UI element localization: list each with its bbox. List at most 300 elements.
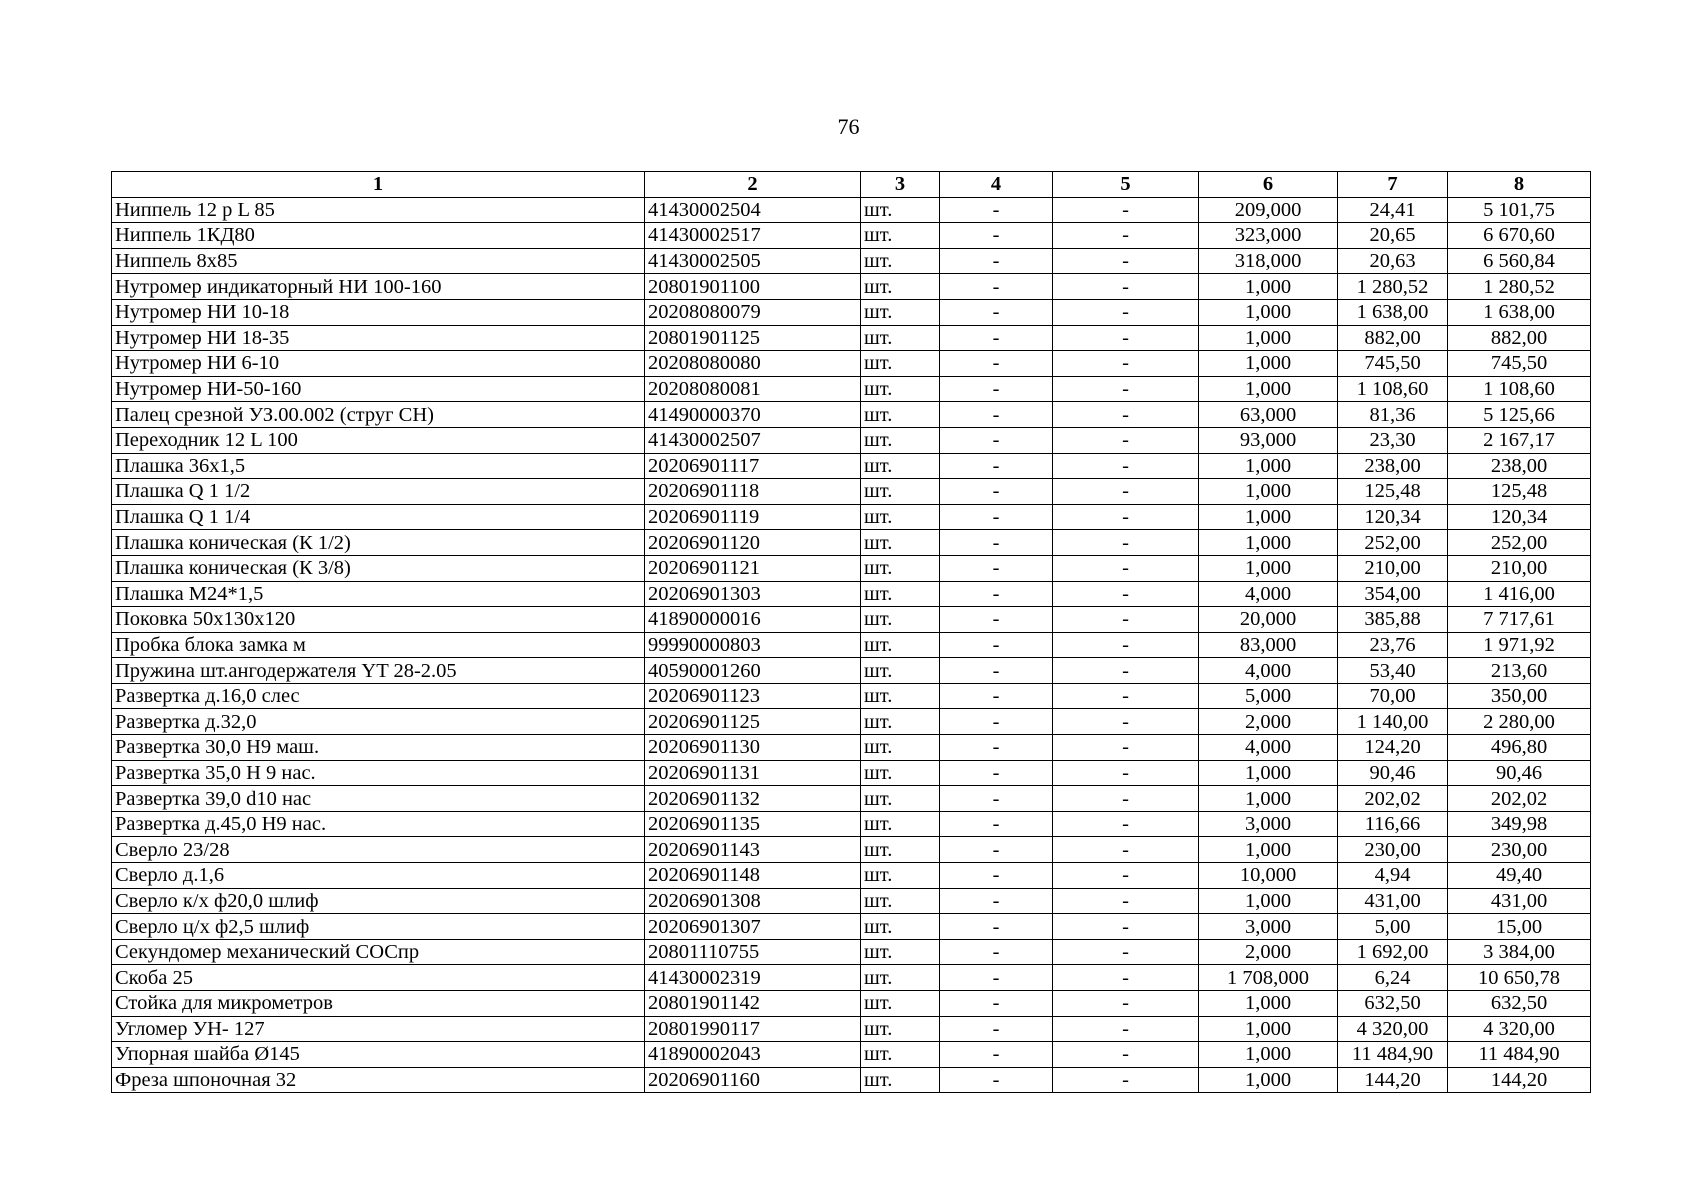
col4-cell: - <box>940 811 1053 837</box>
column-header-4: 4 <box>940 172 1053 198</box>
col4-cell: - <box>940 248 1053 274</box>
quantity-cell: 1,000 <box>1199 1042 1338 1068</box>
col4-cell: - <box>940 683 1053 709</box>
col4-cell: - <box>940 555 1053 581</box>
unit-cell: шт. <box>861 888 940 914</box>
item-name-cell: Фреза шпоночная 32 <box>112 1067 645 1093</box>
amount-cell: 202,02 <box>1448 786 1591 812</box>
table-row <box>112 248 1591 274</box>
col5-cell: - <box>1053 1067 1199 1093</box>
unit-cell: шт. <box>861 632 940 658</box>
col5-cell: - <box>1053 1042 1199 1068</box>
price-cell: 120,34 <box>1338 504 1448 530</box>
col4-cell: - <box>940 427 1053 453</box>
unit-cell: шт. <box>861 530 940 556</box>
price-cell: 1 638,00 <box>1338 299 1448 325</box>
col4-cell: - <box>940 632 1053 658</box>
item-name-cell: Сверло 23/28 <box>112 837 645 863</box>
table-row <box>112 914 1591 940</box>
quantity-cell: 2,000 <box>1199 939 1338 965</box>
column-header-1: 1 <box>112 172 645 198</box>
amount-cell: 1 280,52 <box>1448 274 1591 300</box>
table-row <box>112 427 1591 453</box>
unit-cell: шт. <box>861 504 940 530</box>
amount-cell: 238,00 <box>1448 453 1591 479</box>
unit-cell: шт. <box>861 351 940 377</box>
unit-cell: шт. <box>861 735 940 761</box>
item-code-cell: 41430002504 <box>645 197 861 223</box>
table-row <box>112 863 1591 889</box>
item-code-cell: 20206901303 <box>645 581 861 607</box>
item-name-cell: Плашка коническая (К 1/2) <box>112 530 645 556</box>
table-row <box>112 299 1591 325</box>
item-name-cell: Пробка блока замка м <box>112 632 645 658</box>
quantity-cell: 318,000 <box>1199 248 1338 274</box>
col5-cell: - <box>1053 607 1199 633</box>
item-name-cell: Плашка Q 1 1/2 <box>112 479 645 505</box>
col5-cell: - <box>1053 811 1199 837</box>
item-code-cell: 20206901143 <box>645 837 861 863</box>
table-row <box>112 1016 1591 1042</box>
item-code-cell: 20206901120 <box>645 530 861 556</box>
quantity-cell: 1,000 <box>1199 1016 1338 1042</box>
table-row <box>112 1042 1591 1068</box>
column-header-6: 6 <box>1199 172 1338 198</box>
col5-cell: - <box>1053 274 1199 300</box>
item-name-cell: Развертка 30,0 Н9 маш. <box>112 735 645 761</box>
price-cell: 202,02 <box>1338 786 1448 812</box>
col4-cell: - <box>940 274 1053 300</box>
table-row <box>112 223 1591 249</box>
col4-cell: - <box>940 402 1053 428</box>
unit-cell: шт. <box>861 376 940 402</box>
item-code-cell: 20206901160 <box>645 1067 861 1093</box>
price-cell: 90,46 <box>1338 760 1448 786</box>
amount-cell: 210,00 <box>1448 555 1591 581</box>
item-code-cell: 20206901132 <box>645 786 861 812</box>
unit-cell: шт. <box>861 837 940 863</box>
item-name-cell: Нутромер индикаторный НИ 100-160 <box>112 274 645 300</box>
quantity-cell: 1,000 <box>1199 991 1338 1017</box>
item-name-cell: Плашка коническая (К 3/8) <box>112 555 645 581</box>
price-cell: 23,76 <box>1338 632 1448 658</box>
col5-cell: - <box>1053 402 1199 428</box>
price-cell: 24,41 <box>1338 197 1448 223</box>
quantity-cell: 4,000 <box>1199 581 1338 607</box>
item-code-cell: 20206901119 <box>645 504 861 530</box>
item-code-cell: 20206901123 <box>645 683 861 709</box>
col4-cell: - <box>940 888 1053 914</box>
amount-cell: 213,60 <box>1448 658 1591 684</box>
col5-cell: - <box>1053 453 1199 479</box>
unit-cell: шт. <box>861 274 940 300</box>
table-row <box>112 888 1591 914</box>
unit-cell: шт. <box>861 1067 940 1093</box>
quantity-cell: 3,000 <box>1199 811 1338 837</box>
item-name-cell: Развертка д.16,0 слес <box>112 683 645 709</box>
item-code-cell: 20206901131 <box>645 760 861 786</box>
col5-cell: - <box>1053 863 1199 889</box>
amount-cell: 7 717,61 <box>1448 607 1591 633</box>
item-code-cell: 20206901121 <box>645 555 861 581</box>
amount-cell: 4 320,00 <box>1448 1016 1591 1042</box>
table-row <box>112 453 1591 479</box>
table-row <box>112 709 1591 735</box>
unit-cell: шт. <box>861 965 940 991</box>
item-code-cell: 20801901100 <box>645 274 861 300</box>
unit-cell: шт. <box>861 658 940 684</box>
unit-cell: шт. <box>861 991 940 1017</box>
col4-cell: - <box>940 1067 1053 1093</box>
item-code-cell: 20801990117 <box>645 1016 861 1042</box>
amount-cell: 6 670,60 <box>1448 223 1591 249</box>
quantity-cell: 1,000 <box>1199 479 1338 505</box>
item-name-cell: Упорная шайба Ø145 <box>112 1042 645 1068</box>
item-code-cell: 20206901307 <box>645 914 861 940</box>
col4-cell: - <box>940 479 1053 505</box>
col4-cell: - <box>940 197 1053 223</box>
quantity-cell: 63,000 <box>1199 402 1338 428</box>
price-cell: 125,48 <box>1338 479 1448 505</box>
price-cell: 53,40 <box>1338 658 1448 684</box>
inventory-table <box>111 171 1591 1093</box>
item-name-cell: Палец срезной УЗ.00.002 (струг СН) <box>112 402 645 428</box>
unit-cell: шт. <box>861 427 940 453</box>
price-cell: 6,24 <box>1338 965 1448 991</box>
table-row <box>112 965 1591 991</box>
table-row <box>112 683 1591 709</box>
col5-cell: - <box>1053 991 1199 1017</box>
quantity-cell: 1,000 <box>1199 376 1338 402</box>
item-name-cell: Развертка 35,0 Н 9 нас. <box>112 760 645 786</box>
amount-cell: 125,48 <box>1448 479 1591 505</box>
col5-cell: - <box>1053 581 1199 607</box>
unit-cell: шт. <box>861 760 940 786</box>
table-body <box>112 197 1591 1093</box>
table-row <box>112 735 1591 761</box>
table-row <box>112 939 1591 965</box>
amount-cell: 49,40 <box>1448 863 1591 889</box>
col4-cell: - <box>940 299 1053 325</box>
item-name-cell: Нутромер НИ 18-35 <box>112 325 645 351</box>
unit-cell: шт. <box>861 453 940 479</box>
item-code-cell: 20801901142 <box>645 991 861 1017</box>
col5-cell: - <box>1053 504 1199 530</box>
col5-cell: - <box>1053 786 1199 812</box>
price-cell: 23,30 <box>1338 427 1448 453</box>
price-cell: 144,20 <box>1338 1067 1448 1093</box>
price-cell: 5,00 <box>1338 914 1448 940</box>
col4-cell: - <box>940 709 1053 735</box>
table-row <box>112 837 1591 863</box>
quantity-cell: 83,000 <box>1199 632 1338 658</box>
col4-cell: - <box>940 607 1053 633</box>
quantity-cell: 1,000 <box>1199 325 1338 351</box>
item-name-cell: Переходник 12 L 100 <box>112 427 645 453</box>
amount-cell: 6 560,84 <box>1448 248 1591 274</box>
item-name-cell: Плашка М24*1,5 <box>112 581 645 607</box>
item-code-cell: 41430002517 <box>645 223 861 249</box>
quantity-cell: 2,000 <box>1199 709 1338 735</box>
table-header <box>112 172 1591 198</box>
col5-cell: - <box>1053 325 1199 351</box>
col4-cell: - <box>940 863 1053 889</box>
amount-cell: 3 384,00 <box>1448 939 1591 965</box>
amount-cell: 90,46 <box>1448 760 1591 786</box>
col4-cell: - <box>940 1016 1053 1042</box>
item-code-cell: 20206901117 <box>645 453 861 479</box>
price-cell: 124,20 <box>1338 735 1448 761</box>
col5-cell: - <box>1053 555 1199 581</box>
col5-cell: - <box>1053 760 1199 786</box>
quantity-cell: 4,000 <box>1199 658 1338 684</box>
item-code-cell: 20206901148 <box>645 863 861 889</box>
col5-cell: - <box>1053 683 1199 709</box>
item-code-cell: 41430002319 <box>645 965 861 991</box>
table-row <box>112 1067 1591 1093</box>
item-name-cell: Развертка д.45,0 Н9 нас. <box>112 811 645 837</box>
unit-cell: шт. <box>861 555 940 581</box>
item-name-cell: Поковка 50х130х120 <box>112 607 645 633</box>
page-number: 76 <box>837 114 860 139</box>
col4-cell: - <box>940 1042 1053 1068</box>
quantity-cell: 1,000 <box>1199 530 1338 556</box>
table-row <box>112 351 1591 377</box>
item-code-cell: 41430002507 <box>645 427 861 453</box>
quantity-cell: 20,000 <box>1199 607 1338 633</box>
price-cell: 20,65 <box>1338 223 1448 249</box>
item-code-cell: 20206901135 <box>645 811 861 837</box>
unit-cell: шт. <box>861 248 940 274</box>
table-row <box>112 504 1591 530</box>
table-row <box>112 607 1591 633</box>
table-row <box>112 197 1591 223</box>
amount-cell: 1 971,92 <box>1448 632 1591 658</box>
item-code-cell: 20206901308 <box>645 888 861 914</box>
amount-cell: 496,80 <box>1448 735 1591 761</box>
price-cell: 385,88 <box>1338 607 1448 633</box>
quantity-cell: 1,000 <box>1199 555 1338 581</box>
table-row <box>112 991 1591 1017</box>
quantity-cell: 1,000 <box>1199 888 1338 914</box>
amount-cell: 10 650,78 <box>1448 965 1591 991</box>
price-cell: 230,00 <box>1338 837 1448 863</box>
amount-cell: 144,20 <box>1448 1067 1591 1093</box>
price-cell: 238,00 <box>1338 453 1448 479</box>
unit-cell: шт. <box>861 811 940 837</box>
quantity-cell: 3,000 <box>1199 914 1338 940</box>
amount-cell: 15,00 <box>1448 914 1591 940</box>
column-header-5: 5 <box>1053 172 1199 198</box>
item-name-cell: Нутромер НИ 6-10 <box>112 351 645 377</box>
item-name-cell: Развертка д.32,0 <box>112 709 645 735</box>
col5-cell: - <box>1053 351 1199 377</box>
item-name-cell: Ниппель 8х85 <box>112 248 645 274</box>
price-cell: 210,00 <box>1338 555 1448 581</box>
amount-cell: 5 125,66 <box>1448 402 1591 428</box>
unit-cell: шт. <box>861 223 940 249</box>
col4-cell: - <box>940 504 1053 530</box>
item-name-cell: Ниппель 12 р L 85 <box>112 197 645 223</box>
price-cell: 632,50 <box>1338 991 1448 1017</box>
col5-cell: - <box>1053 914 1199 940</box>
amount-cell: 632,50 <box>1448 991 1591 1017</box>
price-cell: 1 280,52 <box>1338 274 1448 300</box>
unit-cell: шт. <box>861 939 940 965</box>
item-code-cell: 20208080081 <box>645 376 861 402</box>
quantity-cell: 323,000 <box>1199 223 1338 249</box>
col4-cell: - <box>940 760 1053 786</box>
table-row <box>112 760 1591 786</box>
item-name-cell: Пружина шт.ангодержателя YT 28-2.05 <box>112 658 645 684</box>
amount-cell: 5 101,75 <box>1448 197 1591 223</box>
price-cell: 252,00 <box>1338 530 1448 556</box>
quantity-cell: 1,000 <box>1199 1067 1338 1093</box>
item-name-cell: Нутромер НИ-50-160 <box>112 376 645 402</box>
amount-cell: 745,50 <box>1448 351 1591 377</box>
amount-cell: 1 416,00 <box>1448 581 1591 607</box>
quantity-cell: 1,000 <box>1199 760 1338 786</box>
amount-cell: 120,34 <box>1448 504 1591 530</box>
amount-cell: 349,98 <box>1448 811 1591 837</box>
column-header-8: 8 <box>1448 172 1591 198</box>
col5-cell: - <box>1053 888 1199 914</box>
item-code-cell: 20208080080 <box>645 351 861 377</box>
table-row <box>112 376 1591 402</box>
unit-cell: шт. <box>861 197 940 223</box>
quantity-cell: 1,000 <box>1199 453 1338 479</box>
quantity-cell: 4,000 <box>1199 735 1338 761</box>
price-cell: 745,50 <box>1338 351 1448 377</box>
price-cell: 11 484,90 <box>1338 1042 1448 1068</box>
col5-cell: - <box>1053 299 1199 325</box>
amount-cell: 11 484,90 <box>1448 1042 1591 1068</box>
col4-cell: - <box>940 914 1053 940</box>
item-name-cell: Сверло д.1,6 <box>112 863 645 889</box>
table-row <box>112 530 1591 556</box>
col5-cell: - <box>1053 1016 1199 1042</box>
unit-cell: шт. <box>861 863 940 889</box>
item-code-cell: 20206901118 <box>645 479 861 505</box>
col5-cell: - <box>1053 248 1199 274</box>
col5-cell: - <box>1053 427 1199 453</box>
quantity-cell: 1,000 <box>1199 837 1338 863</box>
price-cell: 4 320,00 <box>1338 1016 1448 1042</box>
unit-cell: шт. <box>861 607 940 633</box>
item-name-cell: Секундомер механический СОСпр <box>112 939 645 965</box>
col4-cell: - <box>940 786 1053 812</box>
item-name-cell: Сверло ц/х ф2,5 шлиф <box>112 914 645 940</box>
col5-cell: - <box>1053 223 1199 249</box>
amount-cell: 431,00 <box>1448 888 1591 914</box>
table-row <box>112 786 1591 812</box>
unit-cell: шт. <box>861 914 940 940</box>
col4-cell: - <box>940 581 1053 607</box>
amount-cell: 252,00 <box>1448 530 1591 556</box>
col5-cell: - <box>1053 197 1199 223</box>
unit-cell: шт. <box>861 325 940 351</box>
price-cell: 20,63 <box>1338 248 1448 274</box>
price-cell: 4,94 <box>1338 863 1448 889</box>
quantity-cell: 5,000 <box>1199 683 1338 709</box>
quantity-cell: 209,000 <box>1199 197 1338 223</box>
amount-cell: 1 638,00 <box>1448 299 1591 325</box>
col4-cell: - <box>940 376 1053 402</box>
quantity-cell: 10,000 <box>1199 863 1338 889</box>
col5-cell: - <box>1053 376 1199 402</box>
col5-cell: - <box>1053 965 1199 991</box>
amount-cell: 882,00 <box>1448 325 1591 351</box>
price-cell: 1 108,60 <box>1338 376 1448 402</box>
unit-cell: шт. <box>861 1042 940 1068</box>
item-name-cell: Стойка для микрометров <box>112 991 645 1017</box>
item-code-cell: 41890000016 <box>645 607 861 633</box>
item-code-cell: 40590001260 <box>645 658 861 684</box>
item-name-cell: Ниппель 1КД80 <box>112 223 645 249</box>
unit-cell: шт. <box>861 709 940 735</box>
unit-cell: шт. <box>861 581 940 607</box>
col4-cell: - <box>940 325 1053 351</box>
item-code-cell: 20206901125 <box>645 709 861 735</box>
table-row <box>112 632 1591 658</box>
quantity-cell: 1,000 <box>1199 786 1338 812</box>
quantity-cell: 93,000 <box>1199 427 1338 453</box>
item-name-cell: Плашка Q 1 1/4 <box>112 504 645 530</box>
col4-cell: - <box>940 965 1053 991</box>
col5-cell: - <box>1053 658 1199 684</box>
item-name-cell: Нутромер НИ 10-18 <box>112 299 645 325</box>
table-row <box>112 581 1591 607</box>
amount-cell: 350,00 <box>1448 683 1591 709</box>
column-header-2: 2 <box>645 172 861 198</box>
unit-cell: шт. <box>861 479 940 505</box>
col4-cell: - <box>940 530 1053 556</box>
column-header-7: 7 <box>1338 172 1448 198</box>
table-row <box>112 555 1591 581</box>
quantity-cell: 1,000 <box>1199 351 1338 377</box>
unit-cell: шт. <box>861 786 940 812</box>
unit-cell: шт. <box>861 683 940 709</box>
quantity-cell: 1,000 <box>1199 299 1338 325</box>
header-row <box>112 172 1591 198</box>
item-name-cell: Угломер УН- 127 <box>112 1016 645 1042</box>
item-code-cell: 41430002505 <box>645 248 861 274</box>
price-cell: 81,36 <box>1338 402 1448 428</box>
price-cell: 1 140,00 <box>1338 709 1448 735</box>
quantity-cell: 1 708,000 <box>1199 965 1338 991</box>
col5-cell: - <box>1053 709 1199 735</box>
item-code-cell: 20206901130 <box>645 735 861 761</box>
price-cell: 1 692,00 <box>1338 939 1448 965</box>
col4-cell: - <box>940 939 1053 965</box>
item-name-cell: Скоба 25 <box>112 965 645 991</box>
quantity-cell: 1,000 <box>1199 274 1338 300</box>
col4-cell: - <box>940 991 1053 1017</box>
unit-cell: шт. <box>861 1016 940 1042</box>
table-row <box>112 402 1591 428</box>
quantity-cell: 1,000 <box>1199 504 1338 530</box>
col5-cell: - <box>1053 530 1199 556</box>
price-cell: 116,66 <box>1338 811 1448 837</box>
table-row <box>112 479 1591 505</box>
unit-cell: шт. <box>861 299 940 325</box>
amount-cell: 2 167,17 <box>1448 427 1591 453</box>
item-code-cell: 20801901125 <box>645 325 861 351</box>
table-row <box>112 325 1591 351</box>
price-cell: 431,00 <box>1338 888 1448 914</box>
amount-cell: 1 108,60 <box>1448 376 1591 402</box>
price-cell: 354,00 <box>1338 581 1448 607</box>
